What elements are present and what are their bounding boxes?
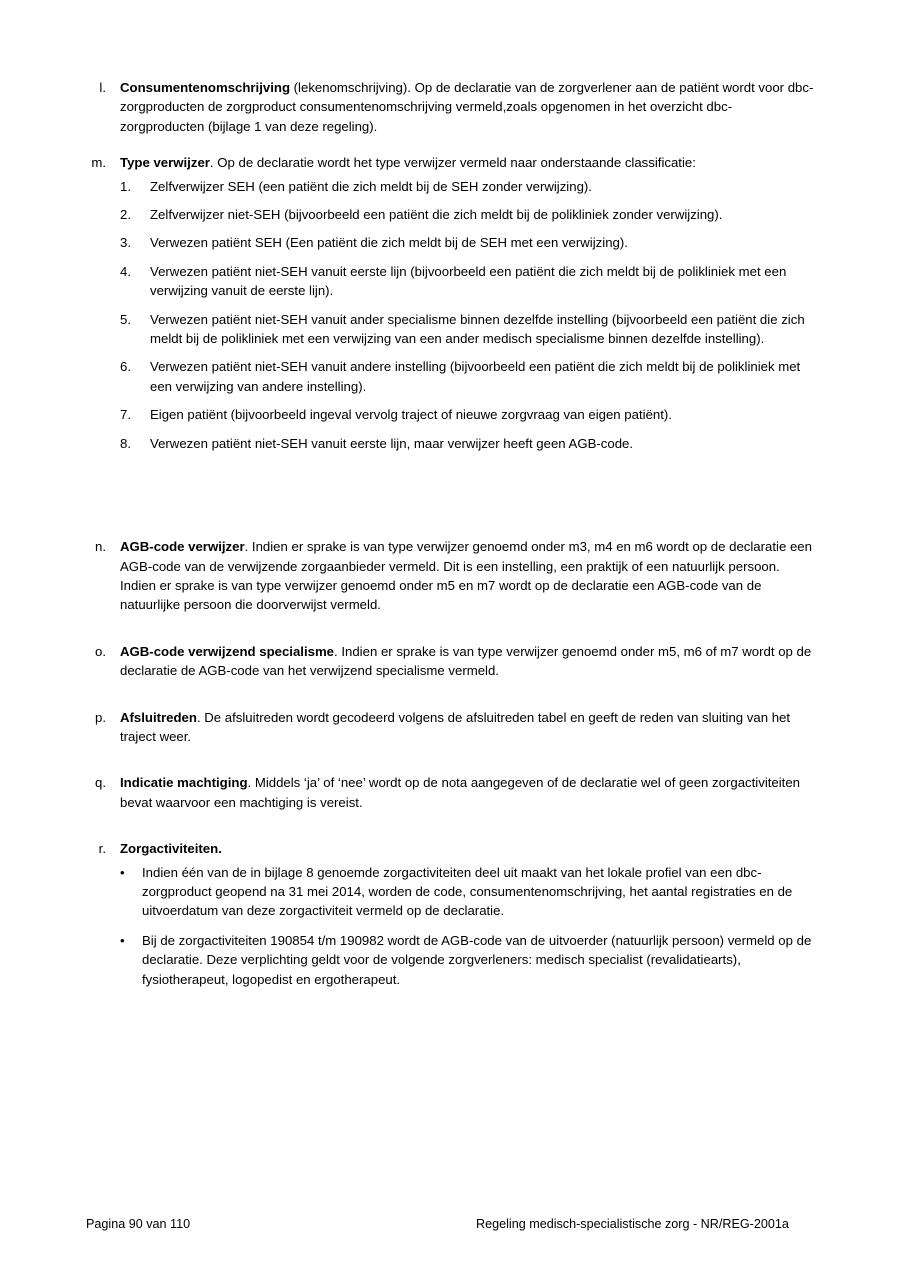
list-item — [120, 262, 814, 301]
term-label: Indicatie machtiging — [120, 775, 248, 791]
list-marker: m. — [91, 155, 106, 171]
list-item-o — [86, 642, 814, 681]
list-item-body — [120, 642, 814, 681]
list-item-r — [86, 839, 814, 999]
spacer — [86, 763, 814, 773]
section-spacer — [86, 479, 814, 537]
zorgactiviteiten-list — [120, 863, 814, 989]
verwijzer-type-list — [120, 177, 814, 453]
list-item-n — [86, 537, 814, 615]
item-text: Indien één van de in bijlage 8 genoemde zorgactiviteiten deel uit maakt van het lokale profiel van een dbc-zorgproduct geopend na 31 mei 2014, worden de code, consumentenomschrijving, het aantal registraties en de uitvoerdatum van deze zorgactiviteit vermeld op de declaratie. — [142, 864, 793, 919]
term-description: (lekenomschrijving). Op de declaratie van de zorgverlener aan de patiënt wordt voor dbc-zorgproducten de zorgproduct consumentenomschrijving vermeld,zoals opgenomen in het overzicht dbc-zorgproducten (bijlage 1 van deze regeling). — [120, 80, 814, 134]
paragraph — [120, 839, 814, 858]
item-text: Zelfverwijzer SEH (een patiënt die zich meldt bij de SEH zonder verwijzing). — [150, 178, 592, 194]
spacer — [86, 698, 814, 708]
item-text: Eigen patiënt (bijvoorbeeld ingeval vervolg traject of nieuwe zorgvraag van eigen patiënt). — [150, 407, 672, 423]
item-text: Zelfverwijzer niet-SEH (bijvoorbeeld een patiënt die zich meldt bij de polikliniek zonder verwijzing). — [150, 207, 723, 223]
item-number: 6. — [120, 359, 131, 375]
list-marker: l. — [99, 80, 106, 95]
list-marker: n. — [95, 539, 106, 555]
list-item — [120, 205, 814, 224]
list-item-body — [120, 773, 814, 812]
paragraph — [120, 642, 814, 681]
list-item — [120, 434, 814, 453]
page-footer — [86, 1217, 814, 1231]
document-body — [86, 78, 814, 999]
item-text: Verwezen patiënt niet-SEH vanuit andere instelling (bijvoorbeeld een patiënt die zich meldt bij de polikliniek met een verwijzing van andere instelling). — [150, 359, 801, 394]
list-item-l — [86, 78, 814, 136]
item-number: 7. — [120, 407, 131, 423]
item-number: 3. — [120, 235, 131, 251]
item-text: Verwezen patiënt niet-SEH vanuit eerste lijn (bijvoorbeeld een patiënt die zich meldt bij de polikliniek met een verwijzing vanuit de eerste lijn). — [150, 263, 787, 299]
footer-page-number: Pagina 90 van 110 — [86, 1217, 191, 1231]
list-marker: o. — [95, 643, 106, 659]
list-item-body — [120, 839, 814, 999]
list-item — [120, 310, 814, 349]
list-item — [120, 931, 814, 989]
term-description: . Indien er sprake is van type verwijzer genoemd onder m5, m6 of m7 wordt op de declaratie de AGB-code van het verwijzend specialisme vermeld. — [120, 643, 812, 679]
term-label: AGB-code verwijzer — [120, 539, 245, 555]
term-description: . Op de declaratie wordt het type verwijzer vermeld naar onderstaande classificatie: — [209, 155, 696, 171]
term-label: AGB-code verwijzend specialisme — [120, 643, 335, 659]
list-marker: r. — [98, 841, 106, 857]
list-item-body — [120, 537, 814, 615]
paragraph — [120, 708, 814, 747]
list-item-body — [120, 78, 814, 136]
bullet-icon: • — [120, 864, 125, 880]
item-number: 1. — [120, 178, 131, 194]
list-item-q — [86, 773, 814, 812]
item-number: 5. — [120, 311, 131, 327]
list-marker: p. — [95, 709, 106, 725]
item-number: 2. — [120, 207, 131, 223]
list-item-m — [86, 153, 814, 462]
list-item — [120, 863, 814, 921]
paragraph — [120, 537, 814, 615]
item-text: Verwezen patiënt niet-SEH vanuit eerste lijn, maar verwijzer heeft geen AGB-code. — [150, 435, 634, 451]
list-item — [120, 233, 814, 252]
item-text: Verwezen patiënt niet-SEH vanuit ander specialisme binnen dezelfde instelling (bijvoorbeeld een patiënt die zich meldt bij de polikliniek met een verwijzing van een ander medisch specialisme binnen dezelfde instelling). — [150, 311, 805, 347]
list-item-body — [120, 153, 814, 462]
spacer — [86, 829, 814, 839]
term-description: . De afsluitreden wordt gecodeerd volgens de afsluitreden tabel en geeft de reden van sluiting van het traject weer. — [120, 709, 791, 744]
list-item-p — [86, 708, 814, 747]
term-label: Afsluitreden — [120, 709, 197, 725]
term-label: Type verwijzer — [120, 155, 210, 171]
term-description: . Indien er sprake is van type verwijzer genoemd onder m3, m4 en m6 wordt op de declaratie een AGB-code van de verwijzende zorgaanbieder vermeld. Dit is een instelling, een praktijk of een natuurlijk persoon. Indien er sprake is van type verwijzer genoemd onder m5 en m7 wordt op de declaratie een AGB-code van de natuurlijke persoon die doorverwijst vermeld. — [120, 539, 812, 613]
paragraph — [120, 153, 814, 172]
list-item — [120, 405, 814, 424]
paragraph — [120, 78, 814, 136]
list-item — [120, 177, 814, 196]
item-text: Bij de zorgactiviteiten 190854 t/m 190982 wordt de AGB-code van de uitvoerder (natuurlijk persoon) vermeld op de declaratie. Deze verplichting geldt voor de volgende zorgverleners: medisch specialist (revalidatiearts), fysiotherapeut, logopedist en ergotherapeut. — [142, 932, 812, 987]
term-label: Consumentenomschrijving — [120, 80, 290, 95]
paragraph — [120, 773, 814, 812]
footer-document-reference: Regeling medisch-specialistische zorg - NR/REG-2001a — [476, 1217, 789, 1231]
term-description: . Middels ‘ja’ of ‘nee’ wordt op de nota aangegeven of de declaratie wel of geen zorgactiviteiten bevat waarvoor een machtiging is vereist. — [120, 775, 801, 810]
item-number: 4. — [120, 263, 131, 279]
item-text: Verwezen patiënt SEH (Een patiënt die zich meldt bij de SEH met een verwijzing). — [150, 235, 628, 251]
list-marker: q. — [95, 775, 106, 791]
term-label: Zorgactiviteiten. — [120, 841, 222, 857]
list-item-body — [120, 708, 814, 747]
spacer — [86, 632, 814, 642]
item-number: 8. — [120, 435, 131, 451]
bullet-icon: • — [120, 932, 125, 948]
list-item — [120, 357, 814, 396]
